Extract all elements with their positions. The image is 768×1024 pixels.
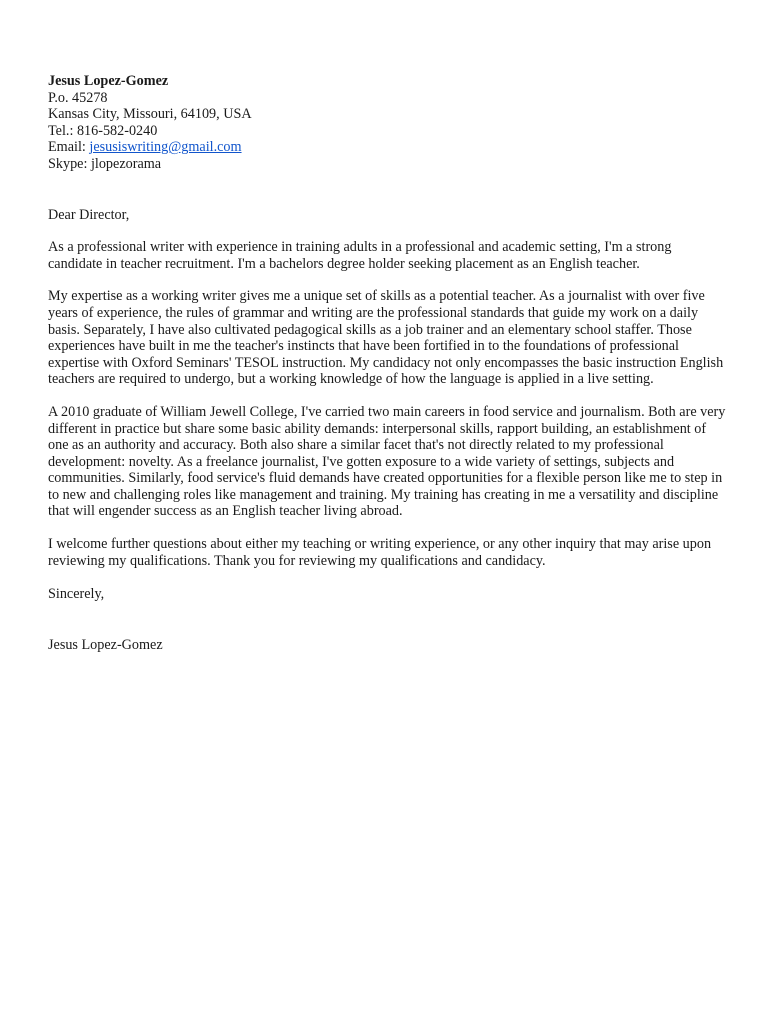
- paragraph-expertise: My expertise as a working writer gives me a unique set of skills as a potential teacher. As a journalist with over five years of experience, the rules of grammar and writing are the professional standards that guide my work on a daily basis. Separately, I have also cultivated pedagogical skills as a job trainer and an elementary school staffer. Those experiences have built in me the teacher's instincts that have been fortified in to the foundations of professional expertise with Oxford Seminars' TESOL instruction. My candidacy not only encompasses the basic instruction English teachers are required to undergo, but a working knowledge of how the language is applied in a live setting.: [48, 288, 724, 388]
- closing: Sincerely,: [48, 586, 105, 603]
- paragraph-intro: As a professional writer with experience in training adults in a professional and academic setting, I'm a strong candidate in teacher recruitment. I'm a bachelors degree holder seeking placement as an English teacher.: [48, 239, 672, 272]
- sender-address: Kansas City, Missouri, 64109, USA: [48, 106, 252, 123]
- sender-po-box: P.o. 45278: [48, 89, 108, 106]
- paragraph-conclusion: I welcome further questions about either my teaching or writing experience, or any other inquiry that may arise upon reviewing my qualifications. Thank you for reviewing my qualifications and candidacy.: [48, 536, 712, 569]
- sender-block: [48, 73, 728, 173]
- letter-page: [48, 73, 728, 653]
- sender-skype: Skype: jlopezorama: [48, 155, 162, 172]
- sender-email-line: [48, 139, 728, 156]
- email-link[interactable]: jesusiswriting@gmail.com: [89, 139, 242, 156]
- sender-name: Jesus Lopez-Gomez: [48, 73, 169, 89]
- salutation: Dear Director,: [48, 206, 130, 223]
- email-label: Email:: [48, 139, 90, 156]
- sender-phone: Tel.: 816-582-0240: [48, 122, 158, 139]
- signature: Jesus Lopez-Gomez: [48, 636, 163, 653]
- paragraph-background: A 2010 graduate of William Jewell College, I've carried two main careers in food service and journalism. Both are very different in practice but share some basic ability demands: interpersonal skills, rapport building, an establishment of one as an authority and accuracy. Both also share a similar facet that's not directly related to my professional development: novelty. As a freelance journalist, I've gotten exposure to a wide variety of settings, subjects and communities. Similarly, food service's fluid demands have created opportunities for a flexible person like me to step in to new and challenging roles like management and training. My training has creating in me a versatility and discipline that will engender success as an English teacher living abroad.: [48, 403, 726, 520]
